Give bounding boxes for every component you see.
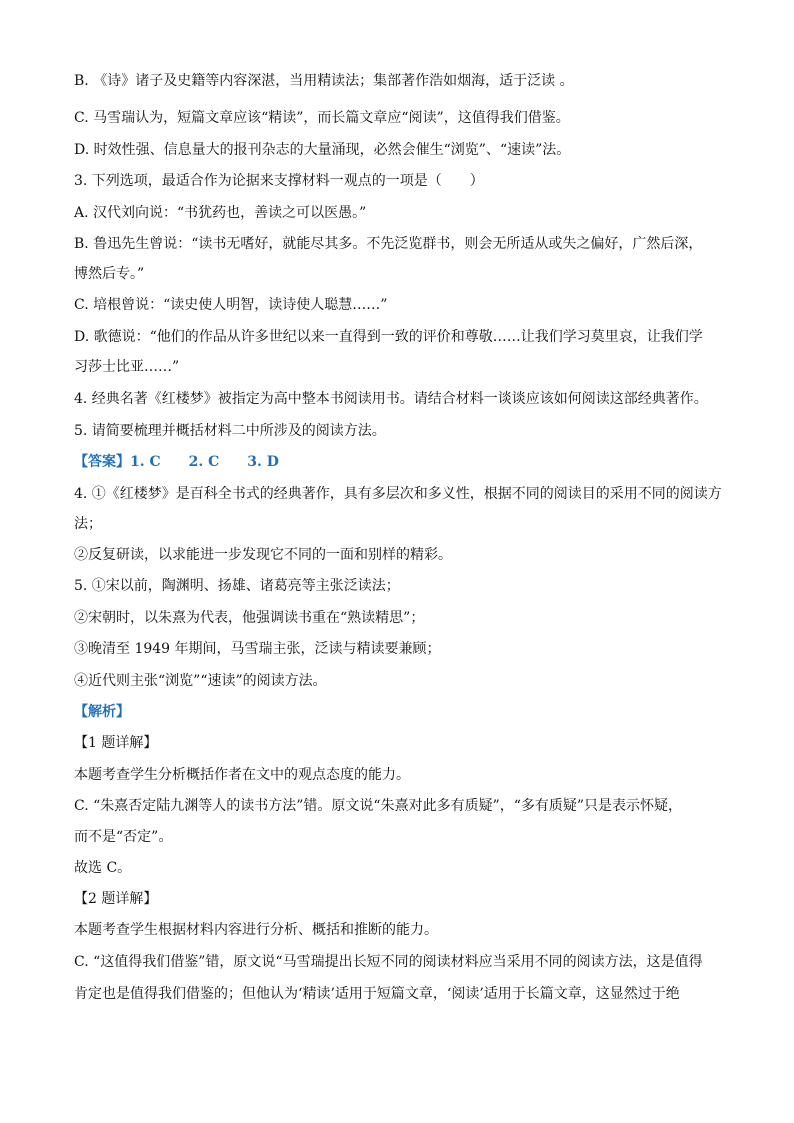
option-b-text: B. 《诗》诸子及史籍等内容深湛，当用精读法；集部著作浩如烟海，适于泛读 。 [74,73,574,89]
question-3: 3. 下列选项，最适合作为论据来支撑材料一观点的一项是（ ） [74,173,484,189]
question-4: 4. 经典名著《红楼梦》被指定为高中整本书阅读用书。请结合材料一谈谈应该如何阅读这部经典著作。 [74,391,708,407]
q1-detail-heading: 【1 题详解】 [74,735,158,751]
answer-4: 4. ①《红楼梦》是百科全书式的经典著作，具有多层次和多义性，根据不同的阅读目的采用不同的阅读方 [74,486,722,502]
answer-5-point-2: ②宋朝时，以朱熹为代表，他强调读书重在“熟读精思”； [74,610,425,626]
answer-heading: 【答案】1. C 2. C 3. D [74,454,279,470]
q2-detail-text-continued: 肯定也是值得我们借鉴的；但他认为‘精读’适用于短篇文章，‘阅读’适用于长篇文章，这显然过于绝 [74,986,680,1002]
answer-5-point-4: ④近代则主张“浏览”“速读”的阅读方法。 [74,673,327,689]
q2-detail-text: C. “这值得我们借鉴”错，原文说“马雪瑞提出长短不同的阅读材料应当采用不同的阅读方法，这是值得 [74,954,703,970]
q1-detail-text-continued: 而不是“否定”。 [74,829,173,845]
q3-option-a: A. 汉代刘向说：“书犹药也，善读之可以医愚。” [74,205,367,221]
option-d-text: D. 时效性强、信息量大的报刊杂志的大量涌现，必然会催生“浏览”、“速读”法。 [74,142,571,158]
q2-detail-heading: 【2 题详解】 [74,891,158,907]
q3-option-d-continued: 习莎士比亚……” [74,359,180,375]
option-c-text: C. 马雪瑞认为，短篇文章应该“精读”，而长篇文章应“阅读”，这值得我们借鉴。 [74,110,570,126]
q1-detail-text: C. “朱熹否定陆九渊等人的读书方法”错。原文说“朱熹对此多有质疑”，“多有质疑”只是表示怀疑， [74,798,683,814]
answer-4-continued: 法； [74,516,102,532]
q3-option-b: B. 鲁迅先生曾说：“读书无嗜好，就能尽其多。不先泛览群书，则会无所适从或失之偏好，广然后深， [74,236,703,252]
q1-detail-intro: 本题考查学生分析概括作者在文中的观点态度的能力。 [74,767,410,783]
q3-option-d: D. 歌德说：“他们的作品从许多世纪以来一直得到一致的评价和尊敬……让我们学习莫里哀，让我们学 [74,329,703,345]
q3-option-b-continued: 博然后专。” [74,266,145,282]
answer-5-point-3: ③晚清至 1949 年期间，马雪瑞主张，泛读与精读要兼顾； [74,641,441,657]
answer-4-point-2: ②反复研读，以求能进一步发现它不同的一面和别样的精彩。 [74,547,452,563]
question-5: 5. 请简要梳理并概括材料二中所涉及的阅读方法。 [74,423,386,439]
answer-5-point-1: 5. ①宋以前，陶渊明、扬雄、诸葛亮等主张泛读法； [74,578,400,594]
q1-choice: 故选 C。 [74,860,132,876]
q2-detail-intro: 本题考查学生根据材料内容进行分析、概括和推断的能力。 [74,922,438,938]
analysis-heading: 【解析】 [74,704,130,720]
q3-option-c: C. 培根曾说：“读史使人明智，读诗使人聪慧……” [74,297,388,313]
